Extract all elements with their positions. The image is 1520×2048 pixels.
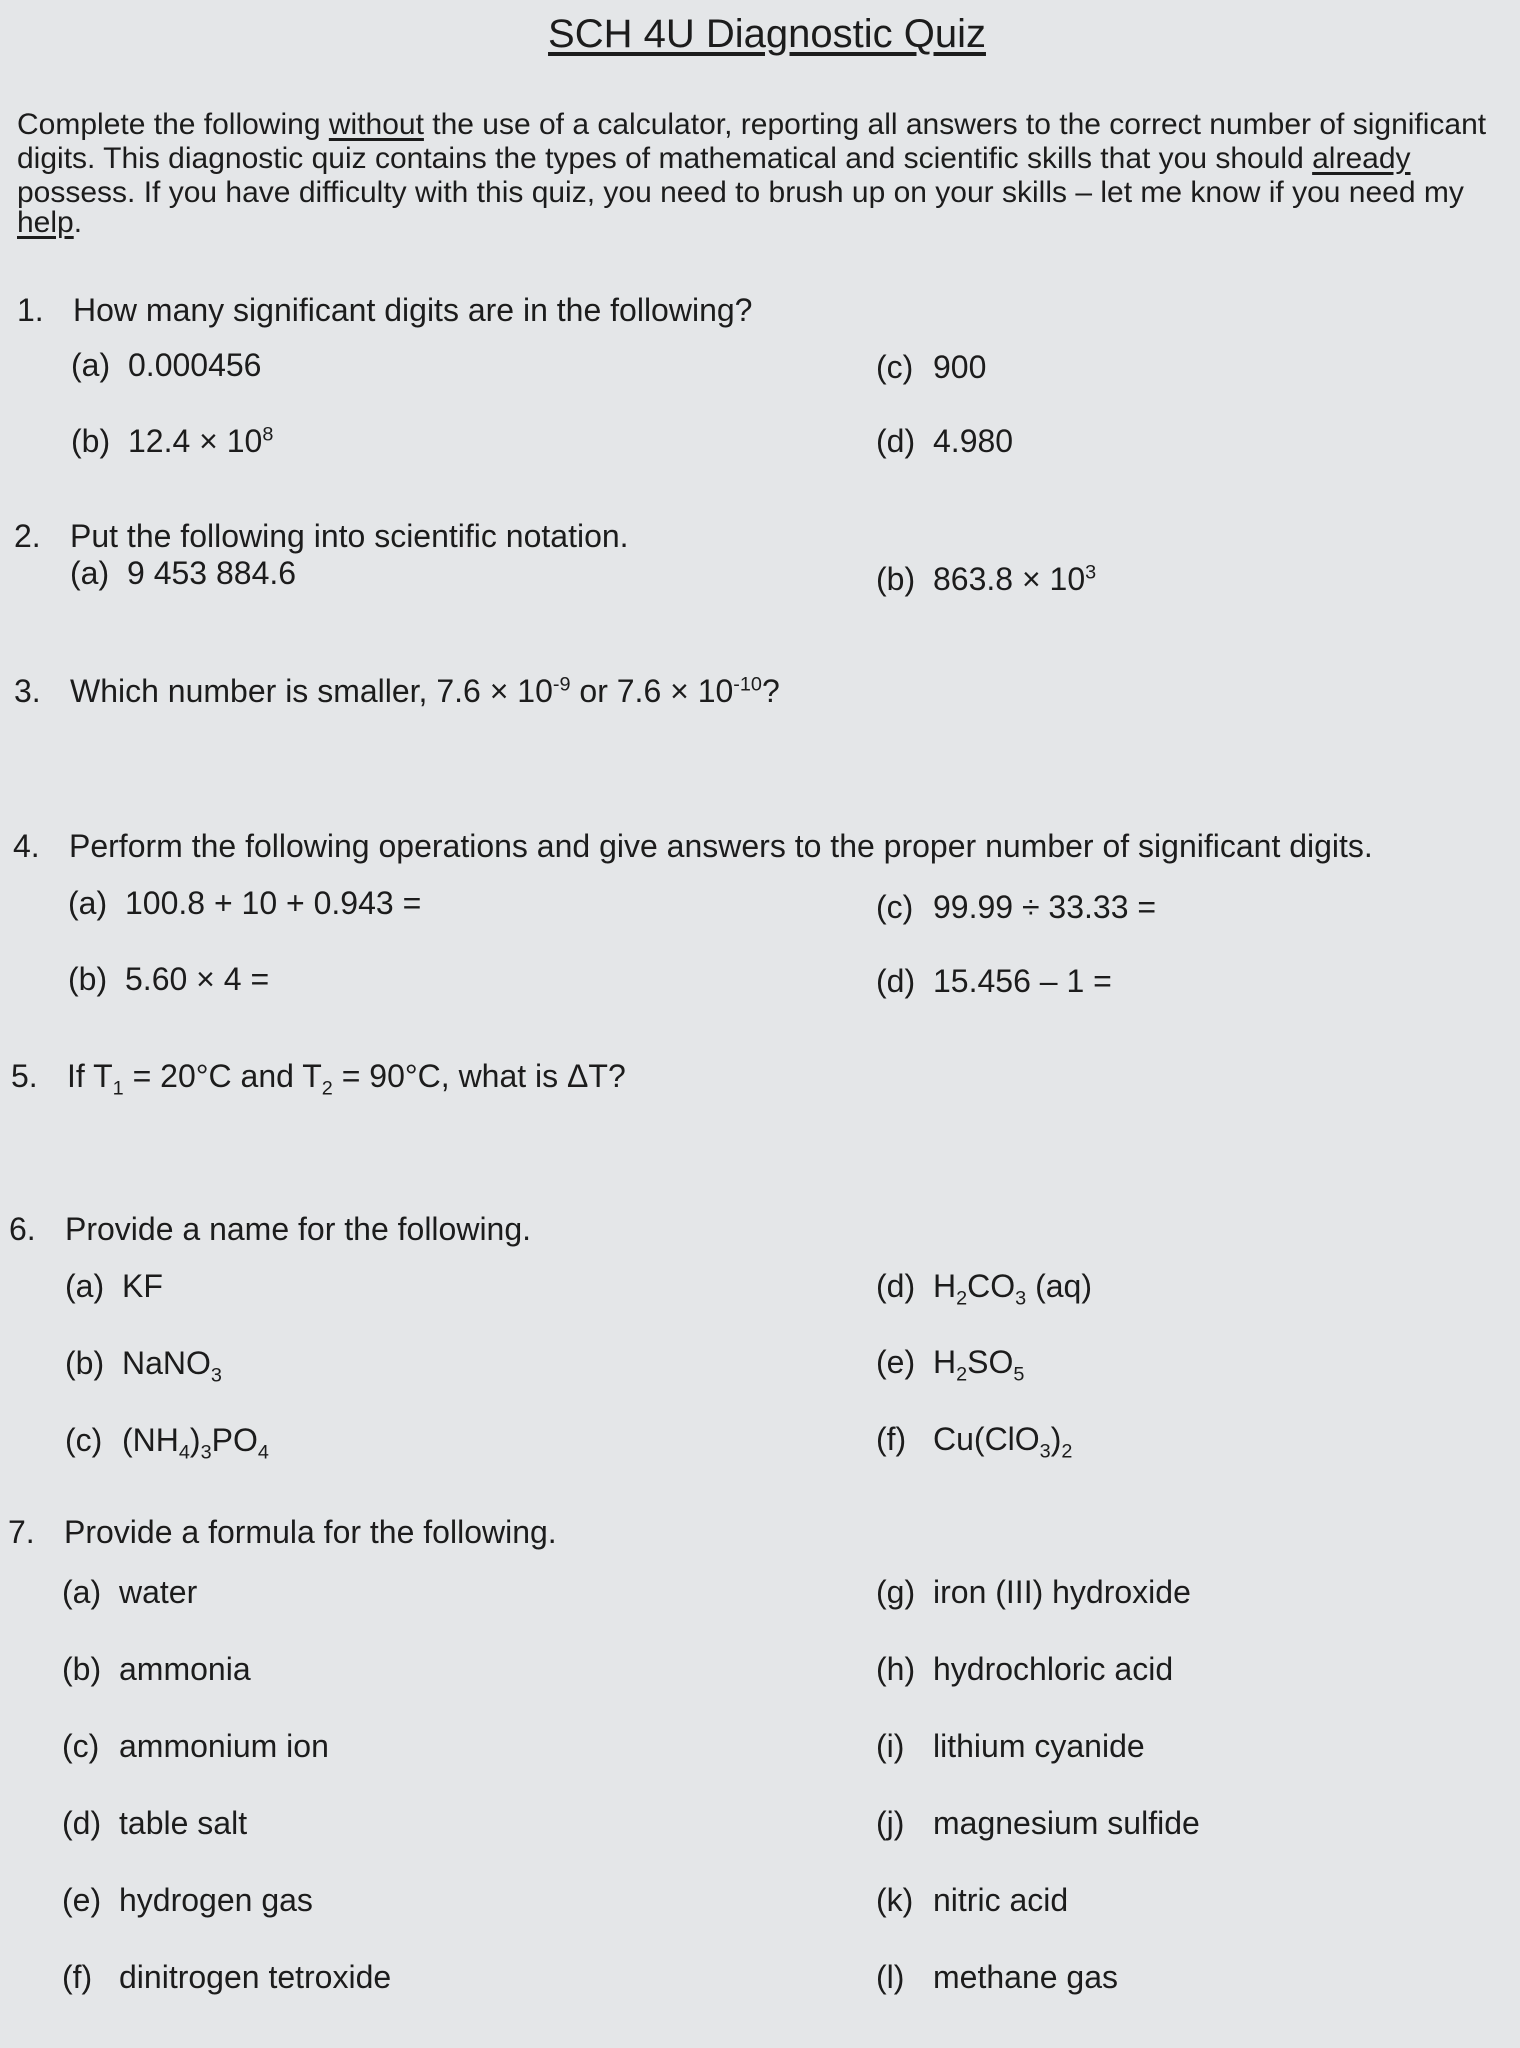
- formula-text: (NH: [122, 1422, 179, 1458]
- item-label: (b): [876, 561, 916, 597]
- item-text: methane gas: [933, 1959, 1119, 1995]
- subscript: 3: [1015, 1287, 1027, 1310]
- item-text: 12.4 × 10: [128, 423, 263, 459]
- item-label: (b): [65, 1345, 105, 1381]
- item-text: hydrogen gas: [119, 1882, 313, 1918]
- item-label: (b): [68, 961, 108, 997]
- item-label: (i): [876, 1728, 905, 1764]
- item-label: (d): [876, 423, 916, 459]
- exponent: -10: [733, 673, 762, 696]
- subscript: 3: [200, 1441, 212, 1464]
- subscript: 3: [210, 1364, 222, 1387]
- page-title: SCH 4U Diagnostic Quiz: [548, 12, 986, 56]
- intro-line-2: [17, 142, 1411, 176]
- exponent: 8: [262, 423, 274, 446]
- item-label: (b): [71, 423, 111, 459]
- item-label: (c): [62, 1728, 100, 1764]
- question-number: 1.: [17, 292, 44, 328]
- subscript: 2: [956, 1363, 968, 1386]
- q7-item-k: [876, 1882, 1068, 1919]
- item-label: (a): [62, 1574, 102, 1610]
- q6-item-d: [876, 1268, 1092, 1310]
- item-label: (a): [71, 347, 111, 383]
- formula-text: CO: [967, 1268, 1016, 1304]
- subscript: 2: [321, 1077, 333, 1100]
- q7-item-c: [62, 1728, 329, 1765]
- item-text: 900: [933, 349, 987, 385]
- question-text: ?: [761, 673, 780, 709]
- q4-item-b: [68, 961, 269, 998]
- intro-text: digits. This diagnostic quiz contains the types of mathematical and scientific skills that you should: [17, 142, 1313, 175]
- subscript: 4: [178, 1441, 190, 1464]
- subscript: 3: [1039, 1440, 1051, 1463]
- item-text: 4.980: [933, 423, 1014, 459]
- formula-text: H: [933, 1268, 957, 1304]
- q7-item-e: [62, 1882, 313, 1919]
- q7-item-f: [62, 1959, 391, 1996]
- item-label: (e): [876, 1344, 916, 1380]
- item-text: 0.000456: [128, 347, 262, 383]
- item-label: (j): [876, 1805, 905, 1841]
- item-label: (c): [65, 1422, 103, 1458]
- subscript: 5: [1013, 1363, 1025, 1386]
- question-number: 3.: [14, 673, 41, 709]
- formula-text: (aq): [1026, 1268, 1092, 1304]
- q2-item-b: [876, 561, 1096, 598]
- question-number: 5.: [11, 1058, 38, 1094]
- question-7: [8, 1514, 557, 1551]
- intro-line-4: [17, 206, 82, 240]
- intro-text: the use of a calculator, reporting all answers to the correct number of significant: [423, 108, 1487, 141]
- item-label: (l): [876, 1959, 905, 1995]
- q1-item-a: [71, 347, 261, 384]
- question-3: [14, 673, 780, 710]
- intro-line-1: [17, 108, 1486, 142]
- item-text: table salt: [119, 1805, 248, 1841]
- exponent: -9: [552, 673, 571, 696]
- q6-item-a: [65, 1268, 163, 1305]
- item-text: lithium cyanide: [933, 1728, 1145, 1764]
- item-label: (d): [62, 1805, 102, 1841]
- q4-item-a: [68, 885, 421, 922]
- formula-text: PO: [211, 1422, 258, 1458]
- item-label: (f): [876, 1421, 907, 1457]
- q7-item-h: [876, 1651, 1173, 1688]
- item-label: (d): [876, 963, 916, 999]
- formula-text: Cu(ClO: [933, 1421, 1040, 1457]
- item-label: (b): [62, 1651, 102, 1687]
- item-label: (a): [70, 555, 110, 591]
- q7-item-j: [876, 1805, 1200, 1842]
- intro-line-3: possess. If you have difficulty with this quiz, you need to brush up on your skills – let me know if you need my: [17, 176, 1464, 209]
- q6-item-e: [876, 1344, 1025, 1386]
- q6-item-b: [65, 1345, 222, 1387]
- item-text: 100.8 + 10 + 0.943 =: [125, 885, 422, 921]
- item-label: (f): [62, 1959, 93, 1995]
- exponent: 3: [1085, 561, 1097, 584]
- item-text: dinitrogen tetroxide: [119, 1959, 392, 1995]
- q7-item-b: [62, 1651, 251, 1688]
- question-1: [17, 292, 752, 329]
- q7-item-g: [876, 1574, 1191, 1611]
- item-label: (c): [876, 349, 914, 385]
- item-text: 99.99 ÷ 33.33 =: [933, 889, 1157, 925]
- item-text: water: [119, 1574, 198, 1610]
- item-label: (e): [62, 1882, 102, 1918]
- q6-item-f: [876, 1421, 1073, 1463]
- question-text: How many significant digits are in the following?: [73, 292, 753, 328]
- item-label: (g): [876, 1574, 916, 1610]
- item-label: (h): [876, 1651, 916, 1687]
- item-text: ammonium ion: [119, 1728, 329, 1764]
- subscript: 4: [257, 1441, 269, 1464]
- item-text: ammonia: [119, 1651, 251, 1687]
- question-5: [11, 1058, 626, 1100]
- q1-item-d: [876, 423, 1013, 460]
- question-text: Perform the following operations and give answers to the proper number of significant digits.: [69, 828, 1373, 864]
- q1-item-c: [876, 349, 986, 386]
- question-6: [9, 1211, 531, 1248]
- formula-text: SO: [967, 1344, 1014, 1380]
- intro-emphasis: without: [328, 108, 424, 141]
- intro-text: Complete the following: [17, 108, 329, 141]
- question-text: or 7.6 × 10: [570, 673, 734, 709]
- q7-item-i: [876, 1728, 1145, 1765]
- item-label: (a): [65, 1268, 105, 1304]
- intro-emphasis: already: [1312, 142, 1411, 175]
- question-number: 7.: [8, 1514, 35, 1550]
- item-text: 9 453 884.6: [127, 555, 297, 591]
- q1-item-b: [71, 423, 273, 460]
- formula-text: ): [189, 1422, 201, 1458]
- q2-item-a: [70, 555, 296, 592]
- subscript: 2: [956, 1287, 968, 1310]
- question-text: Provide a formula for the following.: [64, 1514, 557, 1550]
- q6-item-c: [65, 1422, 269, 1464]
- question-number: 6.: [9, 1211, 36, 1247]
- item-text: 863.8 × 10: [933, 561, 1086, 597]
- intro-text: .: [73, 206, 83, 239]
- question-text: Provide a name for the following.: [65, 1211, 532, 1247]
- item-label: (k): [876, 1882, 914, 1918]
- question-4: [13, 828, 1373, 865]
- question-text: Which number is smaller, 7.6 × 10: [70, 673, 553, 709]
- formula-text: NaNO: [122, 1345, 211, 1381]
- item-label: (a): [68, 885, 108, 921]
- question-2: [14, 518, 629, 555]
- subscript: 2: [1061, 1440, 1073, 1463]
- item-text: nitric acid: [933, 1882, 1069, 1918]
- question-text: Put the following into scientific notation.: [70, 518, 629, 554]
- item-text: iron (III) hydroxide: [933, 1574, 1191, 1610]
- formula-text: H: [933, 1344, 957, 1380]
- item-text: KF: [122, 1268, 163, 1304]
- intro-emphasis: help: [17, 206, 74, 239]
- q7-item-l: [876, 1959, 1118, 1996]
- item-text: 5.60 × 4 =: [125, 961, 270, 997]
- question-text: If T: [67, 1058, 113, 1094]
- q7-item-a: [62, 1574, 197, 1611]
- question-number: 2.: [14, 518, 41, 554]
- subscript: 1: [112, 1077, 124, 1100]
- question-number: 4.: [13, 828, 40, 864]
- item-label: (c): [876, 889, 914, 925]
- formula-text: ): [1050, 1421, 1062, 1457]
- q4-item-d: [876, 963, 1112, 1000]
- question-text: = 20°C and T: [123, 1058, 322, 1094]
- item-label: (d): [876, 1268, 916, 1304]
- q7-item-d: [62, 1805, 247, 1842]
- item-text: 15.456 – 1 =: [933, 963, 1112, 999]
- question-text: = 90°C, what is ΔT?: [332, 1058, 626, 1094]
- item-text: hydrochloric acid: [933, 1651, 1174, 1687]
- item-text: magnesium sulfide: [933, 1805, 1200, 1841]
- q4-item-c: [876, 889, 1156, 926]
